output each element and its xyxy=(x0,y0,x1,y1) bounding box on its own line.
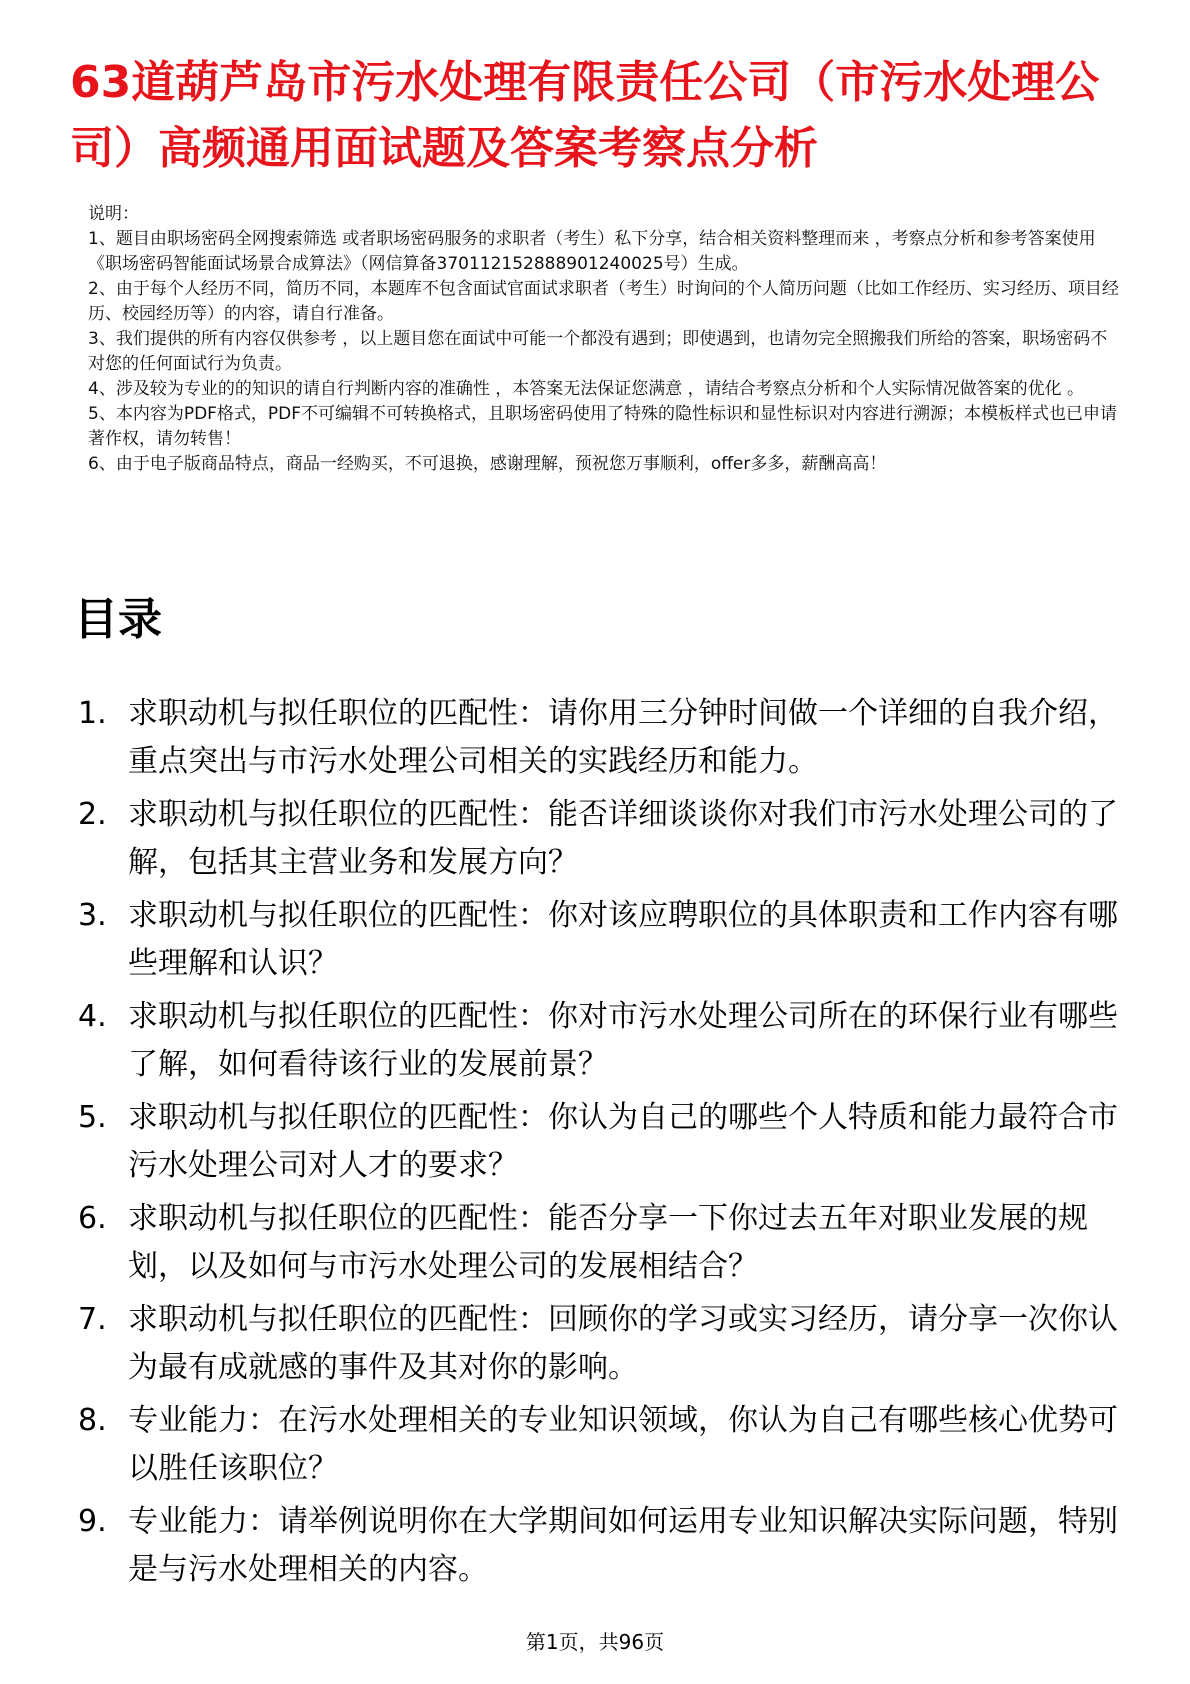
toc-item-number: 9. xyxy=(78,1504,107,1539)
page-footer: 第1页，共96页 xyxy=(525,1630,665,1654)
note-item: 2、由于每个人经历不同，简历不同，本题库不包含面试官面试求职者（考生）时询问的个人简历问题（比如工作经历、实习经历、项目经历、校园经历等）的内容，请自行准备。 xyxy=(88,279,1119,324)
toc-item-number: 8. xyxy=(78,1403,107,1438)
toc-item-text: 专业能力：在污水处理相关的专业知识领域，你认为自己有哪些核心优势可以胜任该职位？ xyxy=(128,1403,1118,1486)
toc-item[interactable] xyxy=(78,791,1128,887)
note-item: 4、涉及较为专业的的知识的请自行判断内容的准确性 ，本答案无法保证您满意 ，请结合考察点分析和个人实际情况做答案的优化 。 xyxy=(88,379,1085,399)
note-item: 5、本内容为PDF格式，PDF不可编辑不可转换格式，且职场密码使用了特殊的隐性标识和显性标识对内容进行溯源；本模板样式也已申请著作权，请勿转售！ xyxy=(88,404,1118,449)
toc-item-text: 求职动机与拟任职位的匹配性：能否详细谈谈你对我们市污水处理公司的了解，包括其主营业务和发展方向？ xyxy=(128,797,1118,880)
toc-item-text: 求职动机与拟任职位的匹配性：请你用三分钟时间做一个详细的自我介绍，重点突出与市污水处理公司相关的实践经历和能力。 xyxy=(128,696,1118,779)
toc-item-text: 求职动机与拟任职位的匹配性：你对市污水处理公司所在的环保行业有哪些了解，如何看待该行业的发展前景？ xyxy=(128,999,1118,1082)
note-item: 1、题目由职场密码全网搜索筛选 或者职场密码服务的求职者（考生）私下分享，结合相关资料整理而来 ，考察点分析和参考答案使用《职场密码智能面试场景合成算法》（网信算备370112152888901240025号）生成。 xyxy=(88,229,1096,274)
note-item: 3、我们提供的所有内容仅供参考 ，以上题目您在面试中可能一个都没有遇到；即使遇到，也请勿完全照搬我们所给的答案，职场密码不对您的任何面试行为负责。 xyxy=(88,329,1108,374)
toc-item-text: 求职动机与拟任职位的匹配性：能否分享一下你过去五年对职业发展的规划，以及如何与市污水处理公司的发展相结合？ xyxy=(128,1201,1088,1284)
toc-item-text: 求职动机与拟任职位的匹配性：你对该应聘职位的具体职责和工作内容有哪些理解和认识？ xyxy=(128,898,1118,981)
toc-item[interactable] xyxy=(78,690,1128,786)
toc-item-number: 6. xyxy=(78,1201,107,1236)
note-item: 6、由于电子版商品特点，商品一经购买，不可退换，感谢理解，预祝您万事顺利，offer多多，薪酬高高！ xyxy=(88,454,887,474)
toc-item[interactable] xyxy=(78,1296,1128,1392)
toc-item-number: 7. xyxy=(78,1302,107,1337)
toc-item-number: 3. xyxy=(78,898,107,933)
toc-list xyxy=(78,690,1128,1599)
toc-item-number: 5. xyxy=(78,1100,107,1135)
toc-heading: 目录 xyxy=(74,594,162,645)
toc-item[interactable] xyxy=(78,993,1128,1089)
toc-item[interactable] xyxy=(78,1195,1128,1291)
toc-item[interactable] xyxy=(78,892,1128,988)
toc-item-text: 求职动机与拟任职位的匹配性：回顾你的学习或实习经历，请分享一次你认为最有成就感的事件及其对你的影响。 xyxy=(128,1302,1118,1385)
toc-item-number: 1. xyxy=(78,696,107,731)
toc-item[interactable] xyxy=(78,1498,1128,1594)
notes-section xyxy=(88,202,1123,477)
toc-item-number: 2. xyxy=(78,797,107,832)
document-title: 63道葫芦岛市污水处理有限责任公司（市污水处理公司）高频通用面试题及答案考察点分析 xyxy=(70,57,1100,174)
toc-item-text: 专业能力：请举例说明你在大学期间如何运用专业知识解决实际问题，特别是与污水处理相关的内容。 xyxy=(128,1504,1118,1587)
toc-item-text: 求职动机与拟任职位的匹配性：你认为自己的哪些个人特质和能力最符合市污水处理公司对人才的要求？ xyxy=(128,1100,1118,1183)
notes-heading: 说明： xyxy=(88,204,139,224)
toc-item[interactable] xyxy=(78,1094,1128,1190)
toc-item-number: 4. xyxy=(78,999,107,1034)
toc-item[interactable] xyxy=(78,1397,1128,1493)
